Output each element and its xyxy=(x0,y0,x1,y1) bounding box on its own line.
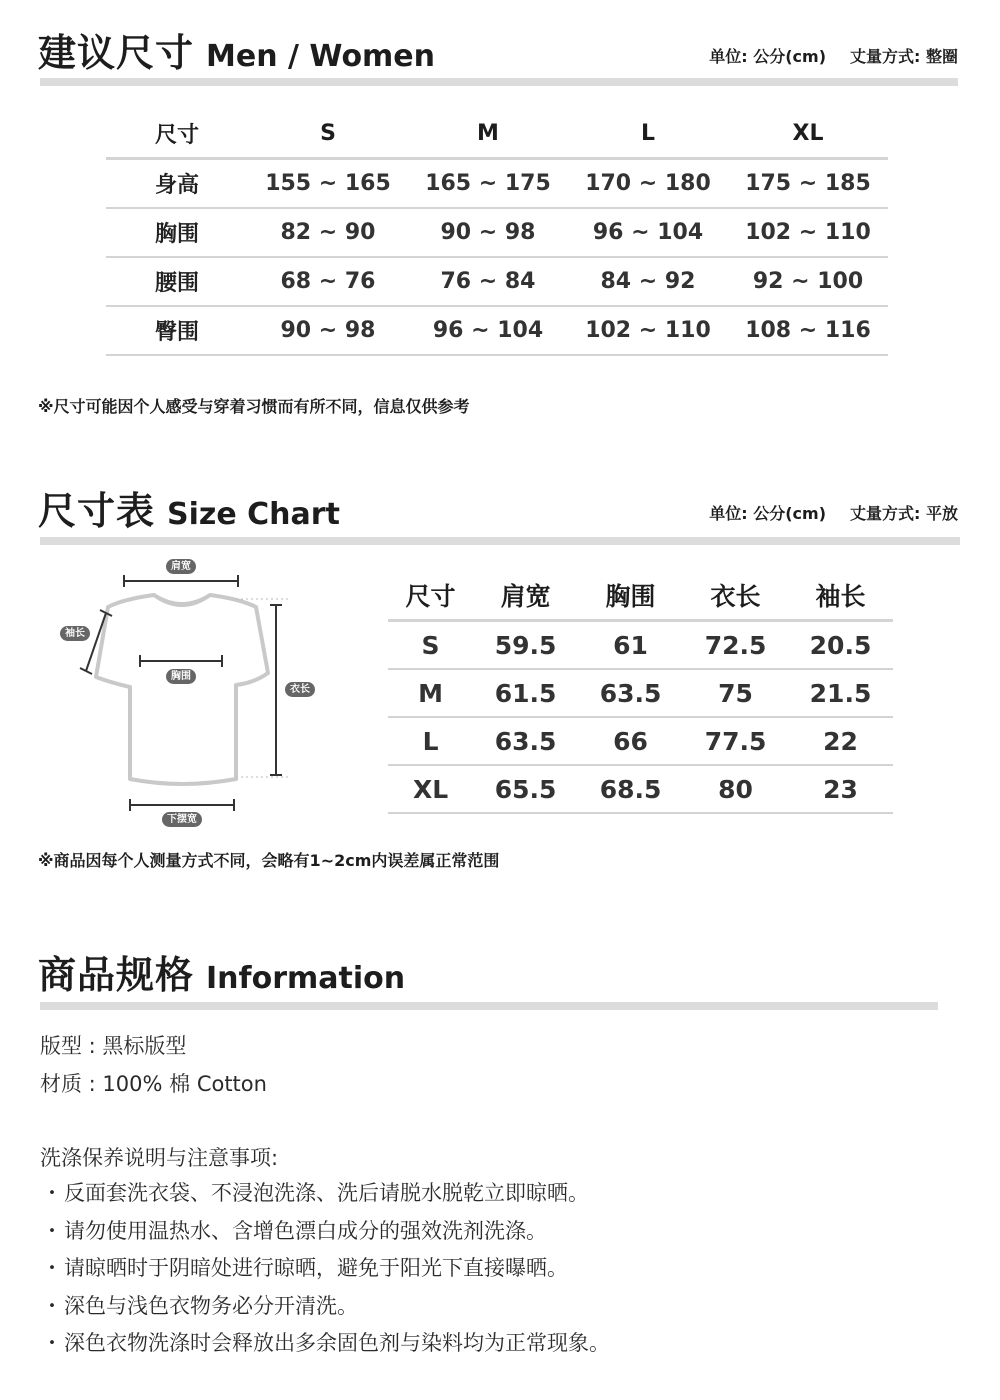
table-cell: 63.5 xyxy=(473,717,578,765)
table-row xyxy=(388,717,893,765)
section1-unit: 单位: 公分(cm) xyxy=(709,47,827,66)
list-item xyxy=(40,1328,610,1366)
care-title: 洗涤保养说明与注意事项: xyxy=(40,1146,279,1170)
table-cell: 21.5 xyxy=(788,669,893,717)
section2-title-zh: 尺寸表 xyxy=(38,489,156,533)
length-label: 衣长 xyxy=(285,682,315,697)
section1-title xyxy=(38,22,435,77)
header-cell: 尺寸 xyxy=(388,570,473,621)
chest-label: 胸围 xyxy=(166,669,196,684)
section1-note: ※尺寸可能因个人感受与穿着习惯而有所不同，信息仅供参考 xyxy=(38,397,470,416)
table-row xyxy=(388,765,893,813)
section3-divider xyxy=(40,1002,938,1010)
section1-title-en: Men / Women xyxy=(206,39,436,74)
row-label: M xyxy=(388,669,473,717)
table-row xyxy=(106,159,888,209)
size-chart-table xyxy=(388,570,893,814)
header-cell: 胸围 xyxy=(578,570,683,621)
row-label: 腰围 xyxy=(106,257,248,306)
row-label: XL xyxy=(388,765,473,813)
care-item-text: 反面套洗衣袋、不浸泡洗涤、洗后请脱水脱乾立即晾晒。 xyxy=(64,1181,589,1205)
header-cell: L xyxy=(568,110,728,159)
tshirt-diagram xyxy=(40,555,340,835)
table-cell: 170 ~ 180 xyxy=(568,159,728,209)
table-cell: 96 ~ 104 xyxy=(408,306,568,355)
table-cell: 90 ~ 98 xyxy=(248,306,408,355)
header-cell: 尺寸 xyxy=(106,110,248,159)
table-cell: 72.5 xyxy=(683,621,788,670)
header-cell: 衣长 xyxy=(683,570,788,621)
header-cell: XL xyxy=(728,110,888,159)
section2-divider xyxy=(40,537,960,545)
row-label: L xyxy=(388,717,473,765)
table-cell: 108 ~ 116 xyxy=(728,306,888,355)
table-cell: 77.5 xyxy=(683,717,788,765)
table-cell: 102 ~ 110 xyxy=(728,208,888,257)
care-item-text: 深色衣物洗涤时会释放出多余固色剂与染料均为正常现象。 xyxy=(64,1331,610,1355)
table-cell: 80 xyxy=(683,765,788,813)
bullet-icon: ・ xyxy=(41,1218,63,1243)
table-cell: 59.5 xyxy=(473,621,578,670)
table-cell: 76 ~ 84 xyxy=(408,257,568,306)
table-cell: 22 xyxy=(788,717,893,765)
section2-title xyxy=(38,480,340,535)
section2-method: 丈量方式: 平放 xyxy=(850,504,958,523)
bullet-icon: ・ xyxy=(41,1181,63,1205)
table-row xyxy=(388,669,893,717)
care-instructions-list xyxy=(40,1178,610,1366)
table-header-row xyxy=(106,110,888,159)
hem-label: 下摆宽 xyxy=(162,812,202,827)
header-cell: M xyxy=(408,110,568,159)
section3-title-en: Information xyxy=(206,961,406,996)
section1-title-zh: 建议尺寸 xyxy=(38,31,195,75)
table-cell: 90 ~ 98 xyxy=(408,208,568,257)
shoulder-label: 肩宽 xyxy=(166,559,196,574)
table-cell: 61 xyxy=(578,621,683,670)
table-cell: 63.5 xyxy=(578,669,683,717)
table-cell: 155 ~ 165 xyxy=(248,159,408,209)
table-cell: 66 xyxy=(578,717,683,765)
table-cell: 68 ~ 76 xyxy=(248,257,408,306)
table-cell: 23 xyxy=(788,765,893,813)
list-item xyxy=(40,1216,610,1254)
section1-divider xyxy=(40,78,958,86)
table-cell: 102 ~ 110 xyxy=(568,306,728,355)
table-cell: 96 ~ 104 xyxy=(568,208,728,257)
table-cell: 165 ~ 175 xyxy=(408,159,568,209)
recommended-size-table xyxy=(106,110,888,356)
care-item-text: 请勿使用温热水、含增色漂白成分的强效洗剂洗涤。 xyxy=(64,1218,547,1243)
section3-title xyxy=(38,944,405,999)
table-row xyxy=(106,257,888,306)
row-label: 身高 xyxy=(106,159,248,209)
table-cell: 68.5 xyxy=(578,765,683,813)
section3-title-zh: 商品规格 xyxy=(38,953,195,997)
material-info: 材质 : 100% 棉 Cotton xyxy=(40,1072,267,1096)
table-cell: 65.5 xyxy=(473,765,578,813)
care-item-text: 请晾晒时于阴暗处进行晾晒，避免于阳光下直接曝晒。 xyxy=(64,1256,568,1280)
table-cell: 84 ~ 92 xyxy=(568,257,728,306)
table-cell: 61.5 xyxy=(473,669,578,717)
list-item xyxy=(40,1178,610,1216)
list-item xyxy=(40,1291,610,1329)
section1-method: 丈量方式: 整圈 xyxy=(850,47,958,66)
sleeve-label: 袖长 xyxy=(60,626,90,641)
row-label: S xyxy=(388,621,473,670)
table-cell: 92 ~ 100 xyxy=(728,257,888,306)
care-item-text: 深色与浅色衣物务必分开清洗。 xyxy=(64,1293,358,1318)
section2-unit: 单位: 公分(cm) xyxy=(709,504,827,523)
table-row xyxy=(106,208,888,257)
table-header-row xyxy=(388,570,893,621)
section1-meta xyxy=(709,44,958,67)
bullet-icon: ・ xyxy=(41,1331,63,1355)
header-cell: S xyxy=(248,110,408,159)
header-cell: 肩宽 xyxy=(473,570,578,621)
table-cell: 75 xyxy=(683,669,788,717)
header-cell: 袖长 xyxy=(788,570,893,621)
section2-meta xyxy=(709,501,958,524)
section2-title-en: Size Chart xyxy=(167,497,340,532)
list-item xyxy=(40,1253,610,1291)
row-label: 胸围 xyxy=(106,208,248,257)
table-cell: 20.5 xyxy=(788,621,893,670)
row-label: 臀围 xyxy=(106,306,248,355)
table-row xyxy=(388,621,893,670)
table-cell: 82 ~ 90 xyxy=(248,208,408,257)
section2-note: ※商品因每个人测量方式不同，会略有1~2cm内误差属正常范围 xyxy=(38,851,500,870)
table-row xyxy=(106,306,888,355)
fit-info: 版型 : 黑标版型 xyxy=(40,1034,187,1058)
table-cell: 175 ~ 185 xyxy=(728,159,888,209)
bullet-icon: ・ xyxy=(41,1293,63,1318)
bullet-icon: ・ xyxy=(41,1256,63,1280)
